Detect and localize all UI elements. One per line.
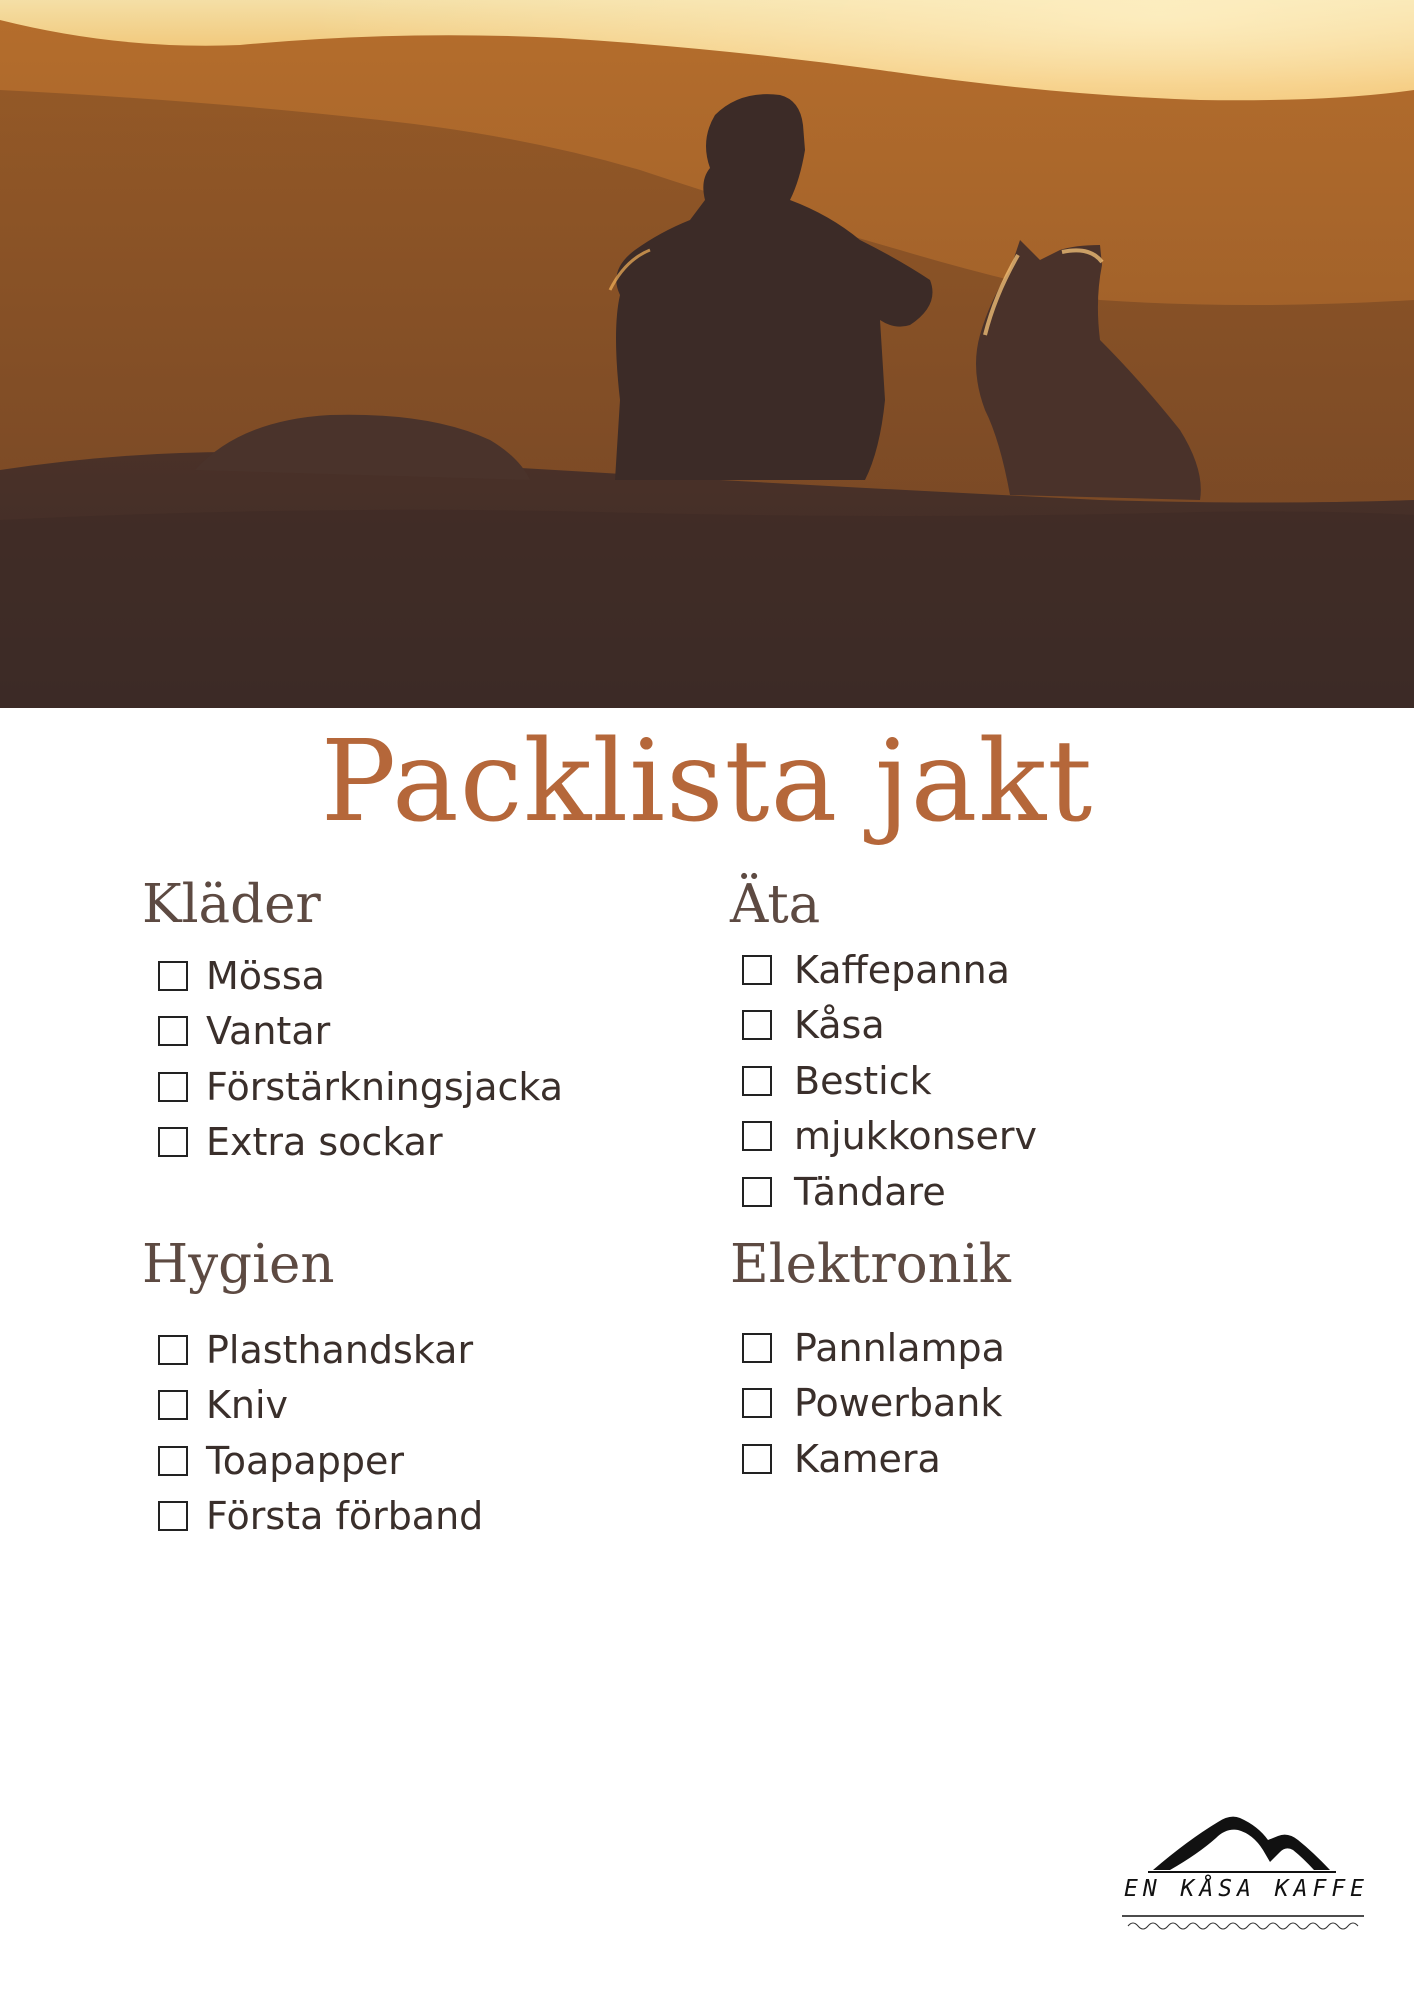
item-label: Kniv	[206, 1383, 289, 1428]
checklist-item	[142, 1378, 483, 1434]
item-label: Kaffepanna	[794, 947, 1010, 992]
checklist	[142, 948, 563, 1170]
checkbox[interactable]	[158, 1501, 188, 1531]
checklist-item	[730, 1376, 1011, 1432]
checkbox[interactable]	[158, 1016, 188, 1046]
mountain-icon	[1118, 1800, 1368, 1880]
checkbox[interactable]	[742, 1121, 772, 1151]
checklist-item	[730, 1053, 1037, 1109]
checkbox[interactable]	[742, 1388, 772, 1418]
logo-text: EN KÅSA KAFFE	[1124, 1876, 1370, 1902]
section-heading: Kläder	[142, 874, 321, 935]
item-label: mjukkonserv	[794, 1114, 1037, 1159]
checkbox[interactable]	[158, 961, 188, 991]
section-heading: Hygien	[142, 1234, 335, 1295]
checkbox[interactable]	[742, 1333, 772, 1363]
section-heading: Elektronik	[730, 1234, 1011, 1295]
item-label: Powerbank	[794, 1381, 1003, 1426]
item-label: Tändare	[794, 1169, 946, 1214]
checkbox[interactable]	[158, 1446, 188, 1476]
item-label: Kamera	[794, 1436, 941, 1481]
item-label: Bestick	[794, 1058, 932, 1103]
item-label: Första förband	[206, 1494, 484, 1539]
checklist-item	[142, 1322, 483, 1378]
checkbox[interactable]	[742, 1066, 772, 1096]
item-label: Plasthandskar	[206, 1327, 474, 1372]
item-label: Extra sockar	[206, 1120, 443, 1165]
checkbox[interactable]	[742, 1177, 772, 1207]
checkbox[interactable]	[158, 1390, 188, 1420]
checklist-item	[730, 942, 1037, 998]
checkbox[interactable]	[742, 1444, 772, 1474]
checkbox[interactable]	[742, 1010, 772, 1040]
page-title: Packlista jakt	[320, 717, 1094, 847]
checklist	[730, 942, 1037, 1220]
checklist-item	[730, 1164, 1037, 1220]
checklist	[142, 1322, 483, 1544]
checklist-item	[730, 998, 1037, 1054]
brand-logo	[1118, 1800, 1368, 1930]
item-label: Toapapper	[206, 1438, 404, 1483]
checklist-item	[142, 1433, 483, 1489]
logo-underline-icon	[1118, 1912, 1368, 1932]
hero-photo	[0, 0, 1414, 708]
checklist-item	[142, 1489, 483, 1545]
checklist-item	[142, 948, 563, 1004]
section-elektronik	[730, 1230, 1011, 1487]
checkbox[interactable]	[158, 1072, 188, 1102]
checkbox[interactable]	[158, 1127, 188, 1157]
section-hygien	[142, 1230, 483, 1544]
checklist-item	[142, 1059, 563, 1115]
checklist	[730, 1320, 1011, 1487]
section-ata	[730, 870, 1037, 1220]
checklist-item	[730, 1320, 1011, 1376]
sunset-silhouette-image	[0, 0, 1414, 708]
item-label: Kåsa	[794, 1003, 885, 1048]
checklist-item	[142, 1115, 563, 1171]
section-heading: Äta	[730, 874, 821, 935]
checkbox[interactable]	[158, 1335, 188, 1365]
checkbox[interactable]	[742, 955, 772, 985]
item-label: Förstärkningsjacka	[206, 1064, 563, 1109]
checklist-item	[730, 1109, 1037, 1165]
checklist-item	[142, 1004, 563, 1060]
item-label: Pannlampa	[794, 1325, 1005, 1370]
section-klader	[142, 870, 563, 1170]
item-label: Vantar	[206, 1009, 331, 1054]
checklist-item	[730, 1431, 1011, 1487]
item-label: Mössa	[206, 953, 325, 998]
